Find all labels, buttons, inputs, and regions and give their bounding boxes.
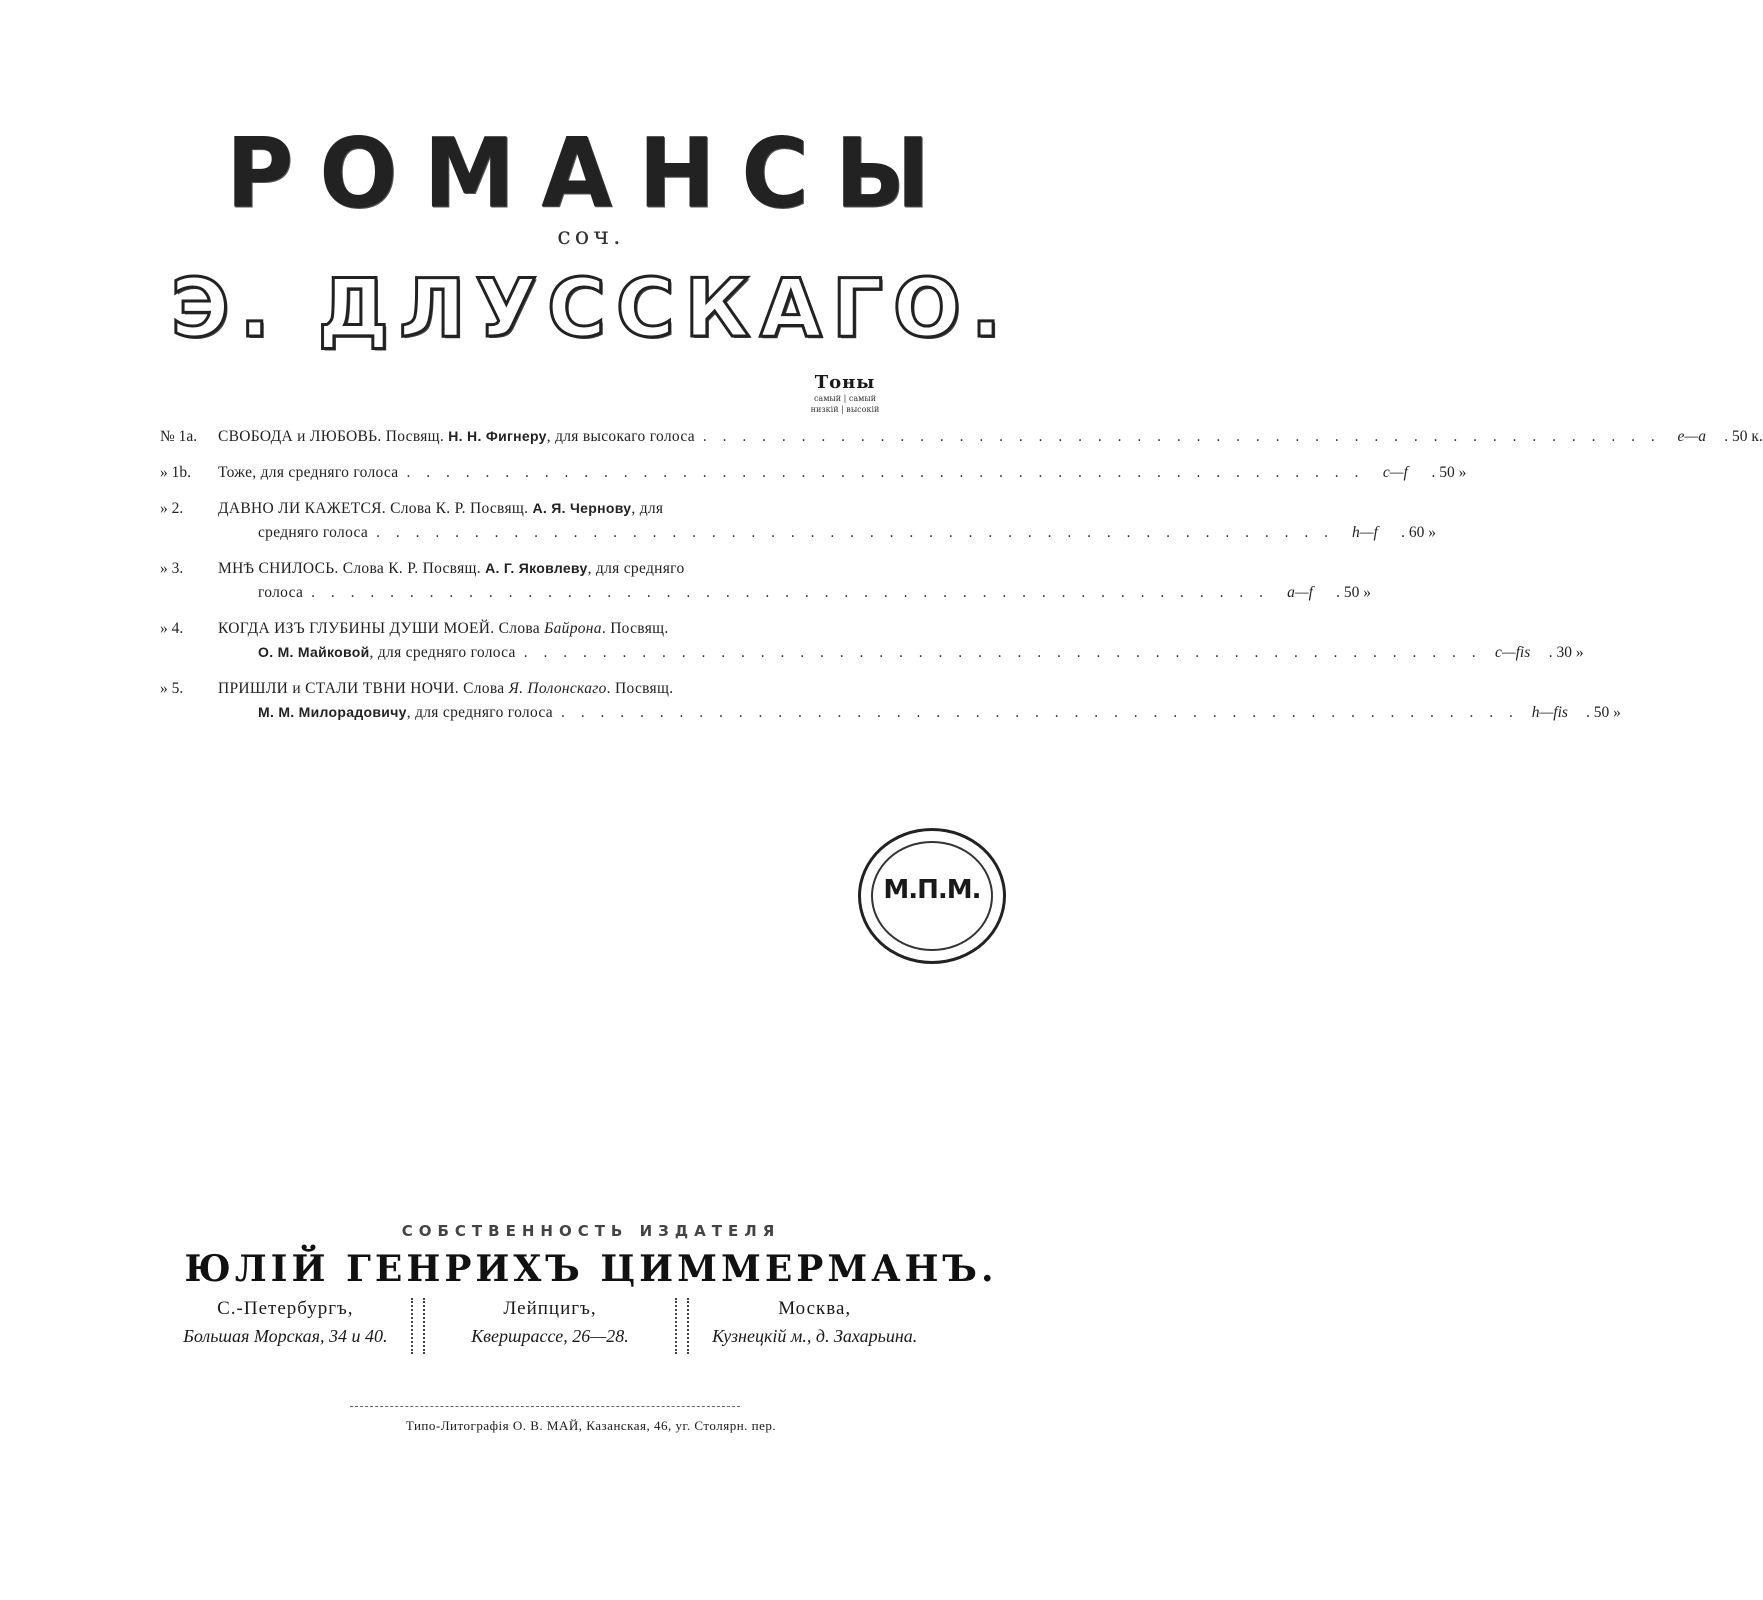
- list-item: [160, 560, 1372, 608]
- dedicatee-name: О. М. Майковой: [258, 644, 370, 660]
- page-title: РОМАНСЫ: [225, 117, 957, 230]
- list-item-line: [160, 428, 1763, 452]
- list-item-line: [160, 524, 1436, 548]
- property-label: СОБСТВЕННОСТЬ ИЗДАТЕЛЯ: [401, 1222, 781, 1240]
- dot-leader: . . . . . . . . . . . . . . . . . . . . . . . . . . . . . . . . . . . . . . . . . . . . . . . . .: [702, 428, 1661, 445]
- voice-range: e—a: [1677, 428, 1706, 445]
- city-address: Большая Морская, 34 и 40.: [183, 1326, 388, 1346]
- city-address: Квершрассе, 26—28.: [471, 1326, 629, 1346]
- item-title: ПРИШЛИ и СТАЛИ ТВНИ НОЧИ. Слова: [218, 680, 509, 697]
- divider: [675, 1298, 689, 1354]
- item-text: [218, 500, 663, 518]
- item-number: » 3.: [160, 560, 184, 577]
- item-description: , для средняго голоса: [406, 704, 553, 721]
- item-text: [218, 464, 398, 482]
- item-title: КОГДА ИЗЪ ГЛУБИНЫ ДУШИ МОЕЙ. Слова: [218, 620, 545, 637]
- city-name: С.-Петербургъ,: [217, 1298, 354, 1319]
- item-text: [258, 644, 516, 662]
- item-title: МНѢ СНИЛОСЬ. Слова К. Р. Посвящ.: [218, 560, 486, 577]
- dedicatee-name: А. Я. Чернову: [532, 500, 632, 516]
- voice-range: h—fis: [1531, 704, 1568, 721]
- tones-line-1: самый | самый: [813, 394, 877, 403]
- item-title: Тоже, для средняго голоса: [218, 464, 399, 481]
- item-price: . 30 »: [1548, 644, 1584, 661]
- item-text: [258, 584, 303, 602]
- publisher-name: ЮЛІЙ ГЕНРИХЪ ЦИММЕРМАНЪ.: [184, 1248, 998, 1290]
- lyricist-name: Байрона: [544, 620, 602, 637]
- item-text: [258, 704, 553, 722]
- list-item-line: [160, 644, 1584, 668]
- lyricist-name: Я. Полонскаго: [508, 680, 607, 697]
- item-description: . Посвящ.: [606, 680, 674, 697]
- dedicatee-name: Н. Н. Фигнеру: [448, 428, 547, 444]
- item-title: голоса: [258, 584, 304, 601]
- dedicatee-name: М. М. Милорадовичу: [258, 704, 407, 720]
- item-price: . 50 »: [1336, 584, 1372, 601]
- dot-leader: . . . . . . . . . . . . . . . . . . . . . . . . . . . . . . . . . . . . . . . . . . . . . . . . .: [560, 704, 1519, 721]
- dot-leader: . . . . . . . . . . . . . . . . . . . . . . . . . . . . . . . . . . . . . . . . . . . . . . . . .: [406, 464, 1365, 481]
- divider: [350, 1406, 740, 1407]
- library-stamp: [858, 828, 1006, 964]
- item-description: , для: [631, 500, 664, 517]
- composer-name: Э. ДЛУССКАГО.: [170, 262, 1012, 355]
- item-price: . 60 »: [1401, 524, 1436, 541]
- item-description: . Посвящ.: [601, 620, 669, 637]
- city-block: [689, 1298, 940, 1354]
- item-text: [218, 560, 685, 578]
- list-item-line: [160, 500, 940, 524]
- tones-header: [800, 372, 890, 415]
- list-item: [160, 620, 1584, 668]
- printer-line: Типо-Литографія О. В. МАЙ, Казанская, 46, уг. Столярн. пер.: [405, 1418, 777, 1433]
- list-item-line: [160, 464, 1467, 488]
- item-description: , для высокаго голоса: [546, 428, 695, 445]
- city-name: Лейпцигъ,: [503, 1298, 597, 1319]
- tones-label: Тоны: [814, 372, 876, 393]
- list-item-line: [160, 704, 1621, 728]
- publisher-addresses: [160, 1298, 940, 1354]
- voice-range: c—f: [1382, 464, 1408, 481]
- stamp-center-text: М.П.М.: [883, 875, 981, 905]
- item-title: ДАВНО ЛИ КАЖЕТСЯ. Слова К. Р. Посвящ.: [218, 500, 533, 517]
- item-description: , для средняго голоса: [369, 644, 516, 661]
- dot-leader: . . . . . . . . . . . . . . . . . . . . . . . . . . . . . . . . . . . . . . . . . . . . . . . . .: [311, 584, 1270, 601]
- voice-range: h—f: [1352, 524, 1378, 541]
- item-title: средняго голоса: [258, 524, 369, 541]
- dedicatee-name: А. Г. Яковлеву: [485, 560, 588, 576]
- list-item: [160, 464, 1467, 488]
- list-item: [160, 680, 1621, 728]
- item-number: » 2.: [160, 500, 184, 517]
- list-item: [160, 500, 1436, 548]
- list-item-line: [160, 620, 940, 644]
- item-description: , для средняго: [587, 560, 685, 577]
- subtitle-soch: соч.: [557, 222, 625, 250]
- list-item-line: [160, 560, 940, 584]
- item-price: . 50 »: [1585, 704, 1621, 721]
- city-name: Москва,: [778, 1298, 852, 1319]
- item-title: СВОБОДА и ЛЮБОВЬ. Посвящ.: [218, 428, 449, 445]
- item-text: [258, 524, 368, 542]
- list-item: [160, 428, 1763, 452]
- item-number: » 1b.: [160, 464, 191, 481]
- item-number: » 5.: [160, 680, 184, 697]
- item-text: [218, 620, 669, 638]
- dot-leader: . . . . . . . . . . . . . . . . . . . . . . . . . . . . . . . . . . . . . . . . . . . . . . . . .: [523, 644, 1482, 661]
- list-item-line: [160, 584, 1372, 608]
- item-price: . 50 »: [1431, 464, 1467, 481]
- tones-line-2: низкій | высокій: [810, 405, 880, 414]
- city-block: [160, 1298, 411, 1354]
- city-address: Кузнецкій м., д. Захарьина.: [712, 1326, 918, 1346]
- item-price: . 50 к.: [1724, 428, 1763, 445]
- voice-range: c—fis: [1494, 644, 1531, 661]
- list-item-line: [160, 680, 940, 704]
- item-text: [218, 428, 695, 446]
- dot-leader: . . . . . . . . . . . . . . . . . . . . . . . . . . . . . . . . . . . . . . . . . . . . . . . . .: [376, 524, 1334, 541]
- divider: [411, 1298, 425, 1354]
- item-number: » 4.: [160, 620, 184, 637]
- item-number: № 1а.: [160, 428, 198, 445]
- city-block: [425, 1298, 676, 1354]
- voice-range: a—f: [1287, 584, 1313, 601]
- romance-list: [160, 428, 1763, 740]
- item-text: [218, 680, 673, 698]
